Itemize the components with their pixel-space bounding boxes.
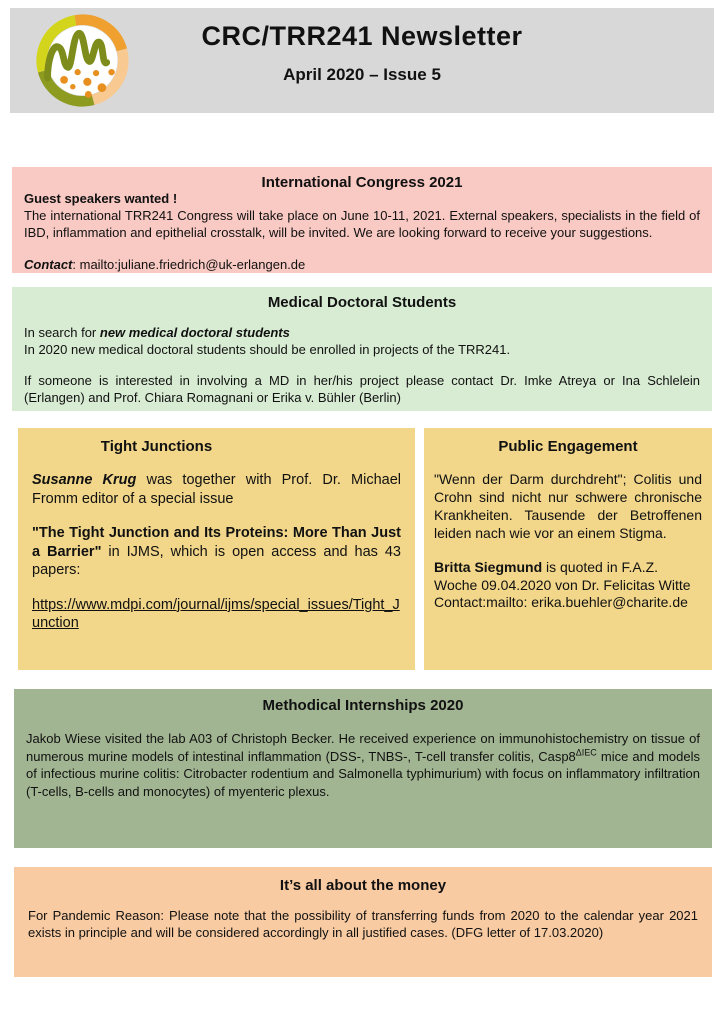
congress-body: The international TRR241 Congress will take place on June 10-11, 2021. External speakers, specialists in the field of IBD, inflammation and epithelial crosstalk, will be invited. We are looking forward to receive your suggestions. — [24, 207, 700, 240]
internships-body — [26, 730, 700, 800]
tight-junctions-title: Tight Junctions — [100, 438, 213, 455]
students-line1-highlight: new medical doctoral students — [99, 325, 290, 340]
students-line2: In 2020 new medical doctoral students should be enrolled in projects of the TRR241. — [24, 341, 511, 357]
public-engagement-p2 — [434, 559, 702, 595]
students-section-title: Medical Doctoral Students — [267, 294, 457, 311]
section-tight-junctions — [18, 428, 415, 670]
internships-superscript: ΔIEC — [575, 747, 597, 758]
internships-title: Methodical Internships 2020 — [262, 697, 464, 714]
public-engagement-person: Britta Siegmund — [434, 558, 543, 575]
congress-lead: Guest speakers wanted ! — [24, 191, 178, 206]
crc-trr241-logo — [34, 12, 131, 109]
congress-section-title: International Congress 2021 — [261, 174, 463, 191]
congress-contact-label: Contact — [24, 256, 73, 272]
money-body: For Pandemic Reason: Please note that the possibility of transferring funds from 2020 to the calendar year 2021 exists in principle and will be considered accordingly in all justified cases. (DFG letter of 17.03.2020) — [28, 908, 698, 940]
tight-junctions-p1 — [32, 471, 401, 508]
congress-contact-email[interactable]: : mailto:juliane.friedrich@uk-erlangen.de — [72, 256, 306, 272]
tight-junctions-p1-rest: was together with Prof. Dr. Michael Fromm editor of a special issue — [32, 472, 401, 507]
section-medical-doctoral-students — [12, 287, 712, 411]
students-line1-prefix: In search for — [24, 325, 100, 340]
newsletter-header — [10, 8, 714, 113]
public-engagement-contact[interactable]: Contact:mailto: erika.buehler@charite.de — [434, 594, 688, 611]
section-public-engagement — [424, 428, 712, 670]
tight-junctions-p2-rest: in IJMS, which is open access and has 43 papers: — [32, 543, 401, 579]
newsletter-title: CRC/TRR241 Newsletter — [201, 21, 523, 51]
tight-junctions-link-line — [32, 596, 401, 633]
students-line3: If someone is interested in involving a MD in her/his project please contact Dr. Imke Atreya or Ina Schlelein (Erlangen) and Prof. Chiara Romagnani or Erika v. Bühler (Berlin) — [24, 372, 700, 405]
tight-junctions-author: Susanne Krug — [32, 472, 137, 488]
public-engagement-title: Public Engagement — [498, 438, 638, 455]
internships-body-pre: Jakob Wiese visited the lab A03 of Christoph Becker. He received experience on immunohistochemistry on tissue of numerous murine models of intestinal inflammation (DSS-, TNBS-, T-cell transfer colitis, Casp8 — [26, 731, 700, 764]
section-methodical-internships — [14, 689, 712, 848]
newsletter-issue: April 2020 – Issue 5 — [283, 65, 441, 84]
public-engagement-p1: "Wenn der Darm durchdreht"; Colitis und Crohn sind nicht nur schwere chronische Krankheiten. Tausende der Betroffenen leiden nach wie vor an einem Stigma. — [434, 471, 702, 541]
tight-junctions-issue-title: "The Tight Junction and Its Proteins: More Than Just a Barrier" — [32, 525, 401, 560]
tight-junctions-p2 — [32, 524, 401, 580]
students-line1 — [24, 325, 700, 342]
section-money — [14, 867, 712, 977]
congress-contact-line — [24, 257, 700, 274]
money-title: It’s all about the money — [279, 877, 447, 894]
section-international-congress — [12, 167, 712, 273]
public-engagement-p2-rest: is quoted in F.A.Z. Woche 09.04.2020 von Dr. Felicitas Witte — [434, 558, 691, 593]
mdpi-special-issue-link[interactable]: https://www.mdpi.com/journal/ijms/special_issues/Tight_Junction — [32, 596, 400, 632]
internships-body-post: mice and models of infectious murine colitis: Citrobacter rodentium and Salmonella typhimurium) with focus on inflammatory infiltration (T-cells, B-cells and monocytes) of myenteric plexus. — [26, 748, 700, 799]
